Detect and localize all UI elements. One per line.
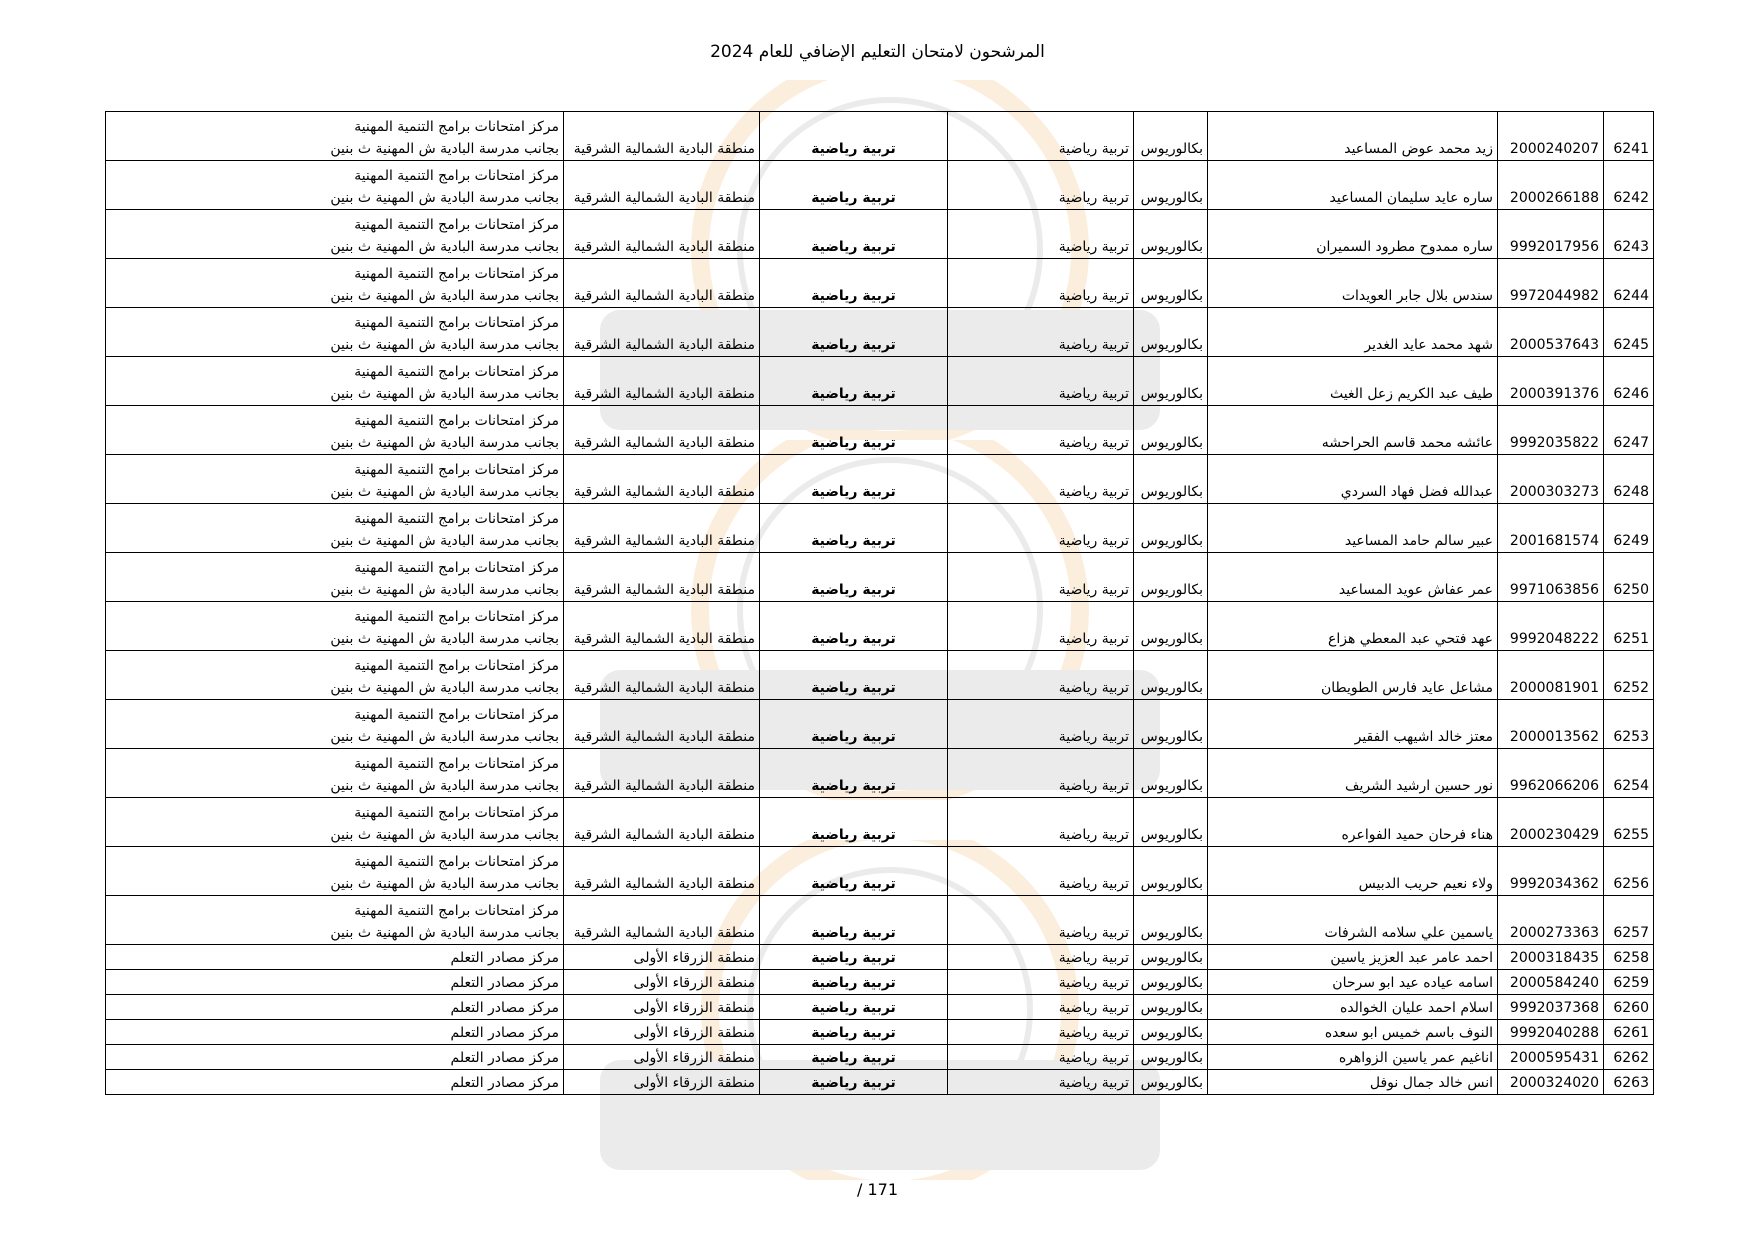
major-cell: تربية رياضية	[948, 1070, 1134, 1095]
exam-center-location: بجانب مدرسة البادية ش المهنية ث بنين	[330, 239, 559, 255]
exam-center-name: مركز امتحانات برامج التنمية المهنية	[354, 658, 559, 674]
exam-center-cell	[106, 1045, 564, 1070]
exam-subject-cell: تربية رياضية	[760, 847, 948, 896]
candidate-name-cell: ساره ممدوح مطرود السميران	[1208, 210, 1498, 259]
national-id-cell: 9992040288	[1498, 1020, 1604, 1045]
sequence-number-cell: 6252	[1604, 651, 1654, 700]
table-row	[106, 995, 1654, 1020]
national-id-cell: 2000318435	[1498, 945, 1604, 970]
sequence-number-cell: 6263	[1604, 1070, 1654, 1095]
candidate-name-cell: ياسمين علي سلامه الشرفات	[1208, 896, 1498, 945]
exam-center-name: مركز امتحانات برامج التنمية المهنية	[354, 609, 559, 625]
exam-subject-cell: تربية رياضية	[760, 798, 948, 847]
directorate-cell: منطقة البادية الشمالية الشرقية	[564, 651, 760, 700]
directorate-cell: منطقة البادية الشمالية الشرقية	[564, 406, 760, 455]
sequence-number-cell: 6251	[1604, 602, 1654, 651]
exam-center-name: مركز امتحانات برامج التنمية المهنية	[354, 217, 559, 233]
table-row	[106, 1070, 1654, 1095]
national-id-cell: 2000273363	[1498, 896, 1604, 945]
sequence-number-cell: 6243	[1604, 210, 1654, 259]
exam-center-location: بجانب مدرسة البادية ش المهنية ث بنين	[330, 386, 559, 402]
exam-center-cell	[106, 995, 564, 1020]
major-cell: تربية رياضية	[948, 970, 1134, 995]
degree-cell: بكالوريوس	[1134, 210, 1208, 259]
candidate-name-cell: احمد عامر عبد العزيز ياسين	[1208, 945, 1498, 970]
exam-center-location: بجانب مدرسة البادية ش المهنية ث بنين	[330, 288, 559, 304]
table-row	[106, 1020, 1654, 1045]
exam-center-cell	[106, 406, 564, 455]
sequence-number-cell: 6249	[1604, 504, 1654, 553]
candidate-name-cell: زيد محمد عوض المساعيد	[1208, 112, 1498, 161]
exam-center-name: مركز مصادر التعلم	[450, 1050, 559, 1066]
national-id-cell: 9971063856	[1498, 553, 1604, 602]
degree-cell: بكالوريوس	[1134, 406, 1208, 455]
directorate-cell: منطقة البادية الشمالية الشرقية	[564, 700, 760, 749]
exam-subject-cell: تربية رياضية	[760, 995, 948, 1020]
table-row	[106, 651, 1654, 700]
exam-center-cell	[106, 945, 564, 970]
degree-cell: بكالوريوس	[1134, 161, 1208, 210]
exam-center-name: مركز امتحانات برامج التنمية المهنية	[354, 560, 559, 576]
exam-center-location: بجانب مدرسة البادية ش المهنية ث بنين	[330, 827, 559, 843]
candidate-name-cell: عبدالله فضل فهاد السردي	[1208, 455, 1498, 504]
table-row	[106, 896, 1654, 945]
degree-cell: بكالوريوس	[1134, 995, 1208, 1020]
degree-cell: بكالوريوس	[1134, 1045, 1208, 1070]
candidate-name-cell: مشاعل عايد فارس الطويطان	[1208, 651, 1498, 700]
directorate-cell: منطقة البادية الشمالية الشرقية	[564, 749, 760, 798]
exam-center-location: بجانب مدرسة البادية ش المهنية ث بنين	[330, 435, 559, 451]
national-id-cell: 9992017956	[1498, 210, 1604, 259]
exam-center-location: بجانب مدرسة البادية ش المهنية ث بنين	[330, 337, 559, 353]
national-id-cell: 2000537643	[1498, 308, 1604, 357]
exam-center-cell	[106, 308, 564, 357]
exam-center-cell	[106, 1070, 564, 1095]
degree-cell: بكالوريوس	[1134, 112, 1208, 161]
major-cell: تربية رياضية	[948, 945, 1134, 970]
degree-cell: بكالوريوس	[1134, 308, 1208, 357]
directorate-cell: منطقة البادية الشمالية الشرقية	[564, 896, 760, 945]
candidate-name-cell: عبير سالم حامد المساعيد	[1208, 504, 1498, 553]
exam-center-cell	[106, 210, 564, 259]
candidate-name-cell: طيف عبد الكريم زعل الغيث	[1208, 357, 1498, 406]
major-cell: تربية رياضية	[948, 210, 1134, 259]
candidate-name-cell: ساره عايد سليمان المساعيد	[1208, 161, 1498, 210]
exam-subject-cell: تربية رياضية	[760, 553, 948, 602]
sequence-number-cell: 6257	[1604, 896, 1654, 945]
directorate-cell: منطقة البادية الشمالية الشرقية	[564, 308, 760, 357]
table-row	[106, 945, 1654, 970]
candidate-name-cell: انس خالد جمال نوفل	[1208, 1070, 1498, 1095]
sequence-number-cell: 6259	[1604, 970, 1654, 995]
degree-cell: بكالوريوس	[1134, 1020, 1208, 1045]
degree-cell: بكالوريوس	[1134, 749, 1208, 798]
exam-center-location: بجانب مدرسة البادية ش المهنية ث بنين	[330, 680, 559, 696]
sequence-number-cell: 6248	[1604, 455, 1654, 504]
exam-center-cell	[106, 553, 564, 602]
exam-center-name: مركز امتحانات برامج التنمية المهنية	[354, 903, 559, 919]
directorate-cell: منطقة الزرقاء الأولى	[564, 1070, 760, 1095]
table-row	[106, 1045, 1654, 1070]
exam-center-location: بجانب مدرسة البادية ش المهنية ث بنين	[330, 925, 559, 941]
exam-subject-cell: تربية رياضية	[760, 1045, 948, 1070]
sequence-number-cell: 6246	[1604, 357, 1654, 406]
sequence-number-cell: 6262	[1604, 1045, 1654, 1070]
directorate-cell: منطقة البادية الشمالية الشرقية	[564, 504, 760, 553]
exam-center-cell	[106, 896, 564, 945]
national-id-cell: 2000240207	[1498, 112, 1604, 161]
major-cell: تربية رياضية	[948, 455, 1134, 504]
national-id-cell: 2000081901	[1498, 651, 1604, 700]
national-id-cell: 9992035822	[1498, 406, 1604, 455]
degree-cell: بكالوريوس	[1134, 847, 1208, 896]
table-row	[106, 357, 1654, 406]
sequence-number-cell: 6253	[1604, 700, 1654, 749]
directorate-cell: منطقة البادية الشمالية الشرقية	[564, 602, 760, 651]
candidate-name-cell: معتز خالد اشيهب الفقير	[1208, 700, 1498, 749]
degree-cell: بكالوريوس	[1134, 1070, 1208, 1095]
exam-center-cell	[106, 970, 564, 995]
degree-cell: بكالوريوس	[1134, 798, 1208, 847]
directorate-cell: منطقة البادية الشمالية الشرقية	[564, 553, 760, 602]
exam-subject-cell: تربية رياضية	[760, 651, 948, 700]
national-id-cell: 2000303273	[1498, 455, 1604, 504]
major-cell: تربية رياضية	[948, 259, 1134, 308]
directorate-cell: منطقة البادية الشمالية الشرقية	[564, 798, 760, 847]
table-row	[106, 455, 1654, 504]
national-id-cell: 9992037368	[1498, 995, 1604, 1020]
degree-cell: بكالوريوس	[1134, 651, 1208, 700]
national-id-cell: 2000391376	[1498, 357, 1604, 406]
exam-center-name: مركز امتحانات برامج التنمية المهنية	[354, 707, 559, 723]
exam-center-name: مركز امتحانات برامج التنمية المهنية	[354, 315, 559, 331]
sequence-number-cell: 6255	[1604, 798, 1654, 847]
national-id-cell: 2000230429	[1498, 798, 1604, 847]
degree-cell: بكالوريوس	[1134, 700, 1208, 749]
sequence-number-cell: 6250	[1604, 553, 1654, 602]
exam-center-location: بجانب مدرسة البادية ش المهنية ث بنين	[330, 141, 559, 157]
exam-subject-cell: تربية رياضية	[760, 259, 948, 308]
candidate-name-cell: سندس بلال جابر العويدات	[1208, 259, 1498, 308]
exam-subject-cell: تربية رياضية	[760, 161, 948, 210]
directorate-cell: منطقة البادية الشمالية الشرقية	[564, 112, 760, 161]
exam-center-cell	[106, 602, 564, 651]
degree-cell: بكالوريوس	[1134, 357, 1208, 406]
exam-center-name: مركز مصادر التعلم	[450, 1000, 559, 1016]
page-title: المرشحون لامتحان التعليم الإضافي للعام 2024	[710, 42, 1045, 62]
exam-subject-cell: تربية رياضية	[760, 112, 948, 161]
degree-cell: بكالوريوس	[1134, 970, 1208, 995]
directorate-cell: منطقة الزرقاء الأولى	[564, 1020, 760, 1045]
exam-center-location: بجانب مدرسة البادية ش المهنية ث بنين	[330, 729, 559, 745]
exam-center-cell	[106, 259, 564, 308]
exam-center-name: مركز مصادر التعلم	[450, 975, 559, 991]
exam-subject-cell: تربية رياضية	[760, 970, 948, 995]
exam-center-location: بجانب مدرسة البادية ش المهنية ث بنين	[330, 876, 559, 892]
major-cell: تربية رياضية	[948, 602, 1134, 651]
degree-cell: بكالوريوس	[1134, 602, 1208, 651]
table-row	[106, 553, 1654, 602]
page-number: / 171	[856, 1180, 898, 1199]
exam-subject-cell: تربية رياضية	[760, 210, 948, 259]
sequence-number-cell: 6241	[1604, 112, 1654, 161]
exam-center-name: مركز امتحانات برامج التنمية المهنية	[354, 119, 559, 135]
sequence-number-cell: 6256	[1604, 847, 1654, 896]
major-cell: تربية رياضية	[948, 406, 1134, 455]
exam-center-cell	[106, 504, 564, 553]
candidate-name-cell: عائشه محمد قاسم الحراحشه	[1208, 406, 1498, 455]
exam-center-cell	[106, 112, 564, 161]
major-cell: تربية رياضية	[948, 798, 1134, 847]
major-cell: تربية رياضية	[948, 161, 1134, 210]
exam-center-name: مركز امتحانات برامج التنمية المهنية	[354, 462, 559, 478]
major-cell: تربية رياضية	[948, 112, 1134, 161]
exam-center-cell	[106, 1020, 564, 1045]
sequence-number-cell: 6244	[1604, 259, 1654, 308]
major-cell: تربية رياضية	[948, 308, 1134, 357]
exam-subject-cell: تربية رياضية	[760, 945, 948, 970]
exam-center-name: مركز امتحانات برامج التنمية المهنية	[354, 413, 559, 429]
sequence-number-cell: 6245	[1604, 308, 1654, 357]
exam-subject-cell: تربية رياضية	[760, 504, 948, 553]
major-cell: تربية رياضية	[948, 357, 1134, 406]
directorate-cell: منطقة البادية الشمالية الشرقية	[564, 210, 760, 259]
major-cell: تربية رياضية	[948, 700, 1134, 749]
exam-center-name: مركز مصادر التعلم	[450, 1075, 559, 1091]
major-cell: تربية رياضية	[948, 995, 1134, 1020]
degree-cell: بكالوريوس	[1134, 455, 1208, 504]
candidate-name-cell: اسامه عياده عيد ابو سرحان	[1208, 970, 1498, 995]
national-id-cell: 2001681574	[1498, 504, 1604, 553]
directorate-cell: منطقة الزرقاء الأولى	[564, 970, 760, 995]
degree-cell: بكالوريوس	[1134, 896, 1208, 945]
major-cell: تربية رياضية	[948, 651, 1134, 700]
exam-subject-cell: تربية رياضية	[760, 1070, 948, 1095]
candidate-name-cell: نور حسين ارشيد الشريف	[1208, 749, 1498, 798]
table-row	[106, 798, 1654, 847]
table-row	[106, 259, 1654, 308]
exam-center-name: مركز امتحانات برامج التنمية المهنية	[354, 266, 559, 282]
table-row	[106, 210, 1654, 259]
major-cell: تربية رياضية	[948, 1020, 1134, 1045]
major-cell: تربية رياضية	[948, 749, 1134, 798]
national-id-cell: 2000595431	[1498, 1045, 1604, 1070]
national-id-cell: 9992048222	[1498, 602, 1604, 651]
table-row	[106, 504, 1654, 553]
directorate-cell: منطقة البادية الشمالية الشرقية	[564, 259, 760, 308]
directorate-cell: منطقة البادية الشمالية الشرقية	[564, 357, 760, 406]
exam-subject-cell: تربية رياضية	[760, 357, 948, 406]
exam-center-cell	[106, 700, 564, 749]
table-row	[106, 970, 1654, 995]
national-id-cell: 2000584240	[1498, 970, 1604, 995]
table-row	[106, 847, 1654, 896]
exam-center-name: مركز امتحانات برامج التنمية المهنية	[354, 805, 559, 821]
national-id-cell: 9962066206	[1498, 749, 1604, 798]
table-row	[106, 602, 1654, 651]
degree-cell: بكالوريوس	[1134, 945, 1208, 970]
exam-center-name: مركز امتحانات برامج التنمية المهنية	[354, 364, 559, 380]
candidate-name-cell: ولاء نعيم حريب الدبيس	[1208, 847, 1498, 896]
major-cell: تربية رياضية	[948, 896, 1134, 945]
exam-center-cell	[106, 651, 564, 700]
table-body	[106, 112, 1654, 1095]
national-id-cell: 2000013562	[1498, 700, 1604, 749]
table-row	[106, 112, 1654, 161]
candidates-table	[105, 111, 1654, 1095]
sequence-number-cell: 6261	[1604, 1020, 1654, 1045]
exam-center-location: بجانب مدرسة البادية ش المهنية ث بنين	[330, 533, 559, 549]
exam-center-cell	[106, 798, 564, 847]
degree-cell: بكالوريوس	[1134, 504, 1208, 553]
exam-center-cell	[106, 161, 564, 210]
exam-center-location: بجانب مدرسة البادية ش المهنية ث بنين	[330, 582, 559, 598]
candidate-name-cell: اسلام احمد عليان الخوالده	[1208, 995, 1498, 1020]
exam-center-name: مركز امتحانات برامج التنمية المهنية	[354, 511, 559, 527]
table-row	[106, 749, 1654, 798]
directorate-cell: منطقة الزرقاء الأولى	[564, 1045, 760, 1070]
sequence-number-cell: 6260	[1604, 995, 1654, 1020]
major-cell: تربية رياضية	[948, 553, 1134, 602]
candidate-name-cell: هناء فرحان حميد الفواعره	[1208, 798, 1498, 847]
candidate-name-cell: شهد محمد عايد الغدير	[1208, 308, 1498, 357]
major-cell: تربية رياضية	[948, 504, 1134, 553]
exam-subject-cell: تربية رياضية	[760, 455, 948, 504]
exam-center-name: مركز امتحانات برامج التنمية المهنية	[354, 168, 559, 184]
major-cell: تربية رياضية	[948, 847, 1134, 896]
directorate-cell: منطقة الزرقاء الأولى	[564, 995, 760, 1020]
national-id-cell: 2000324020	[1498, 1070, 1604, 1095]
exam-subject-cell: تربية رياضية	[760, 749, 948, 798]
exam-center-location: بجانب مدرسة البادية ش المهنية ث بنين	[330, 778, 559, 794]
directorate-cell: منطقة البادية الشمالية الشرقية	[564, 455, 760, 504]
table-row	[106, 700, 1654, 749]
sequence-number-cell: 6247	[1604, 406, 1654, 455]
exam-center-cell	[106, 847, 564, 896]
directorate-cell: منطقة البادية الشمالية الشرقية	[564, 161, 760, 210]
degree-cell: بكالوريوس	[1134, 553, 1208, 602]
candidate-name-cell: عمر عفاش عويد المساعيد	[1208, 553, 1498, 602]
exam-center-cell	[106, 357, 564, 406]
candidate-name-cell: عهد فتحي عبد المعطي هزاع	[1208, 602, 1498, 651]
national-id-cell: 2000266188	[1498, 161, 1604, 210]
exam-center-location: بجانب مدرسة البادية ش المهنية ث بنين	[330, 484, 559, 500]
candidate-name-cell: النوف باسم خميس ابو سعده	[1208, 1020, 1498, 1045]
national-id-cell: 9972044982	[1498, 259, 1604, 308]
sequence-number-cell: 6254	[1604, 749, 1654, 798]
exam-center-name: مركز مصادر التعلم	[450, 950, 559, 966]
table-row	[106, 406, 1654, 455]
sequence-number-cell: 6242	[1604, 161, 1654, 210]
major-cell: تربية رياضية	[948, 1045, 1134, 1070]
exam-center-cell	[106, 749, 564, 798]
exam-subject-cell: تربية رياضية	[760, 700, 948, 749]
directorate-cell: منطقة الزرقاء الأولى	[564, 945, 760, 970]
directorate-cell: منطقة البادية الشمالية الشرقية	[564, 847, 760, 896]
exam-center-name: مركز امتحانات برامج التنمية المهنية	[354, 756, 559, 772]
national-id-cell: 9992034362	[1498, 847, 1604, 896]
exam-center-location: بجانب مدرسة البادية ش المهنية ث بنين	[330, 190, 559, 206]
exam-subject-cell: تربية رياضية	[760, 896, 948, 945]
exam-subject-cell: تربية رياضية	[760, 406, 948, 455]
table-row	[106, 308, 1654, 357]
exam-subject-cell: تربية رياضية	[760, 308, 948, 357]
degree-cell: بكالوريوس	[1134, 259, 1208, 308]
candidate-name-cell: اناغيم عمر ياسين الزواهره	[1208, 1045, 1498, 1070]
exam-center-cell	[106, 455, 564, 504]
exam-center-location: بجانب مدرسة البادية ش المهنية ث بنين	[330, 631, 559, 647]
exam-subject-cell: تربية رياضية	[760, 602, 948, 651]
exam-center-name: مركز مصادر التعلم	[450, 1025, 559, 1041]
sequence-number-cell: 6258	[1604, 945, 1654, 970]
exam-center-name: مركز امتحانات برامج التنمية المهنية	[354, 854, 559, 870]
table-row	[106, 161, 1654, 210]
exam-subject-cell: تربية رياضية	[760, 1020, 948, 1045]
